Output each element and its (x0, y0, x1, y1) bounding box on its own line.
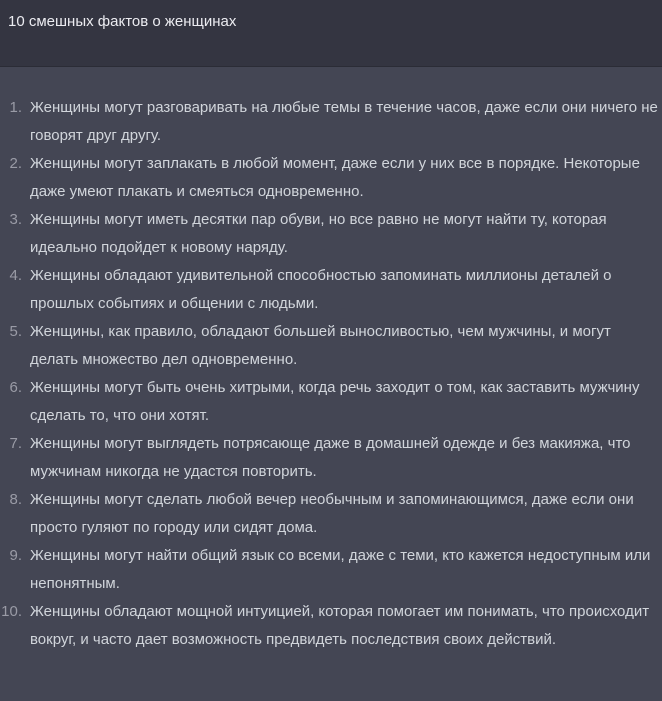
list-item-text: Женщины могут разговаривать на любые темы в течение часов, даже если они ничего не говорят друг другу. (30, 99, 658, 144)
list-item (0, 374, 662, 430)
list-item-text: Женщины обладают мощной интуицией, которая помогает им понимать, что происходит вокруг, и часто дает возможность предвидеть последствия своих действий. (30, 603, 650, 648)
list-item-number: 5. (9, 323, 22, 340)
list-item-number: 9. (9, 547, 22, 564)
list-item-number: 8. (9, 491, 22, 508)
list-item-number: 3. (9, 211, 22, 228)
list-item-number: 2. (9, 155, 22, 172)
list-item-number: 7. (9, 435, 22, 452)
list-item (0, 430, 662, 486)
list-item (0, 206, 662, 262)
list-item-text: Женщины обладают удивительной способностью запоминать миллионы деталей о прошлых событиях и общении с людьми. (30, 267, 612, 312)
list-item (0, 542, 662, 598)
list-item-number: 6. (9, 379, 22, 396)
list-item (0, 262, 662, 318)
list-item-text: Женщины могут иметь десятки пар обуви, но все равно не могут найти ту, которая идеально подойдет к новому наряду. (30, 211, 607, 256)
user-prompt-text: 10 смешных фактов о женщинах (8, 13, 237, 30)
list-item-text: Женщины, как правило, обладают большей выносливостью, чем мужчины, и могут делать множество дел одновременно. (30, 323, 611, 368)
list-item-number: 4. (9, 267, 22, 284)
assistant-answer (0, 67, 662, 701)
list-item (0, 486, 662, 542)
user-prompt-bar (0, 0, 662, 67)
list-item-text: Женщины могут заплакать в любой момент, даже если у них все в порядке. Некоторые даже умеют плакать и смеяться одновременно. (30, 155, 640, 200)
list-item (0, 318, 662, 374)
list-item-number: 10. (1, 603, 22, 620)
list-item-text: Женщины могут сделать любой вечер необычным и запоминающимся, даже если они просто гуляют по городу или сидят дома. (30, 491, 634, 536)
list-item-text: Женщины могут выглядеть потрясающе даже в домашней одежде и без макияжа, что мужчинам никогда не удастся повторить. (30, 435, 631, 480)
list-item (0, 150, 662, 206)
facts-list (0, 94, 662, 654)
list-item-text: Женщины могут найти общий язык со всеми, даже с теми, кто кажется недоступным или непонятным. (30, 547, 651, 592)
list-item-text: Женщины могут быть очень хитрыми, когда речь заходит о том, как заставить мужчину сделать то, что они хотят. (30, 379, 640, 424)
list-item-number: 1. (9, 99, 22, 116)
list-item (0, 598, 662, 654)
list-item (0, 94, 662, 150)
